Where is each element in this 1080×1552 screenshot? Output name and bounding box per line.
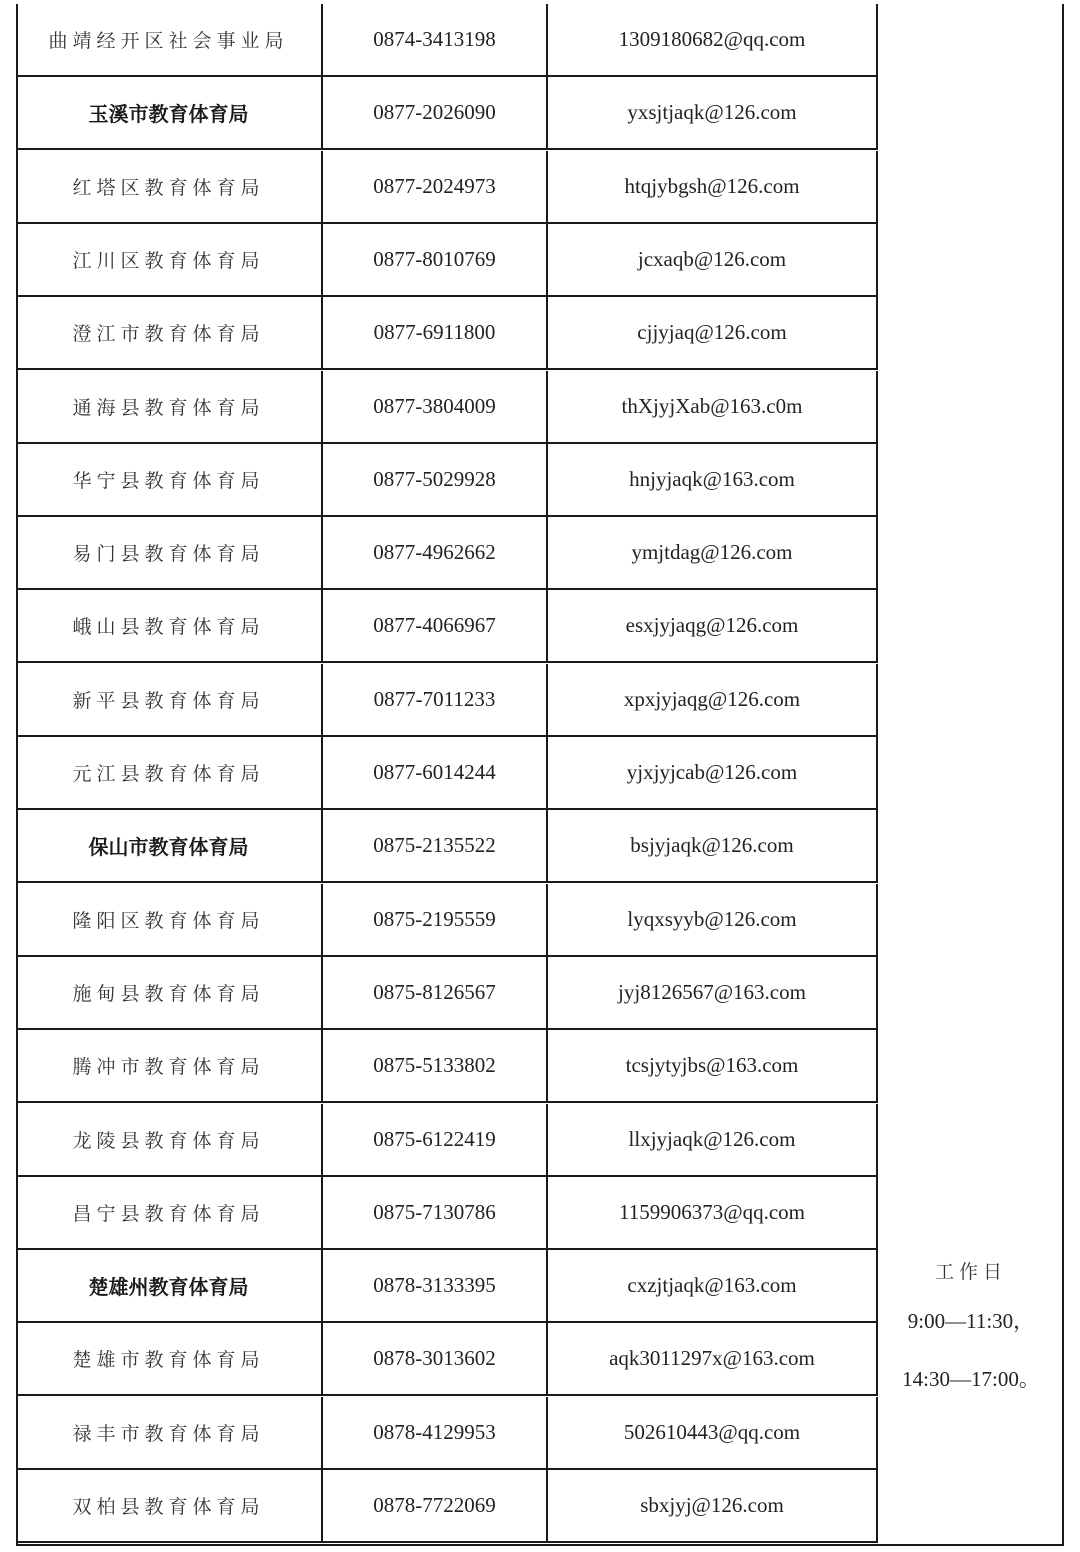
email-cell: esxjyjaqg@126.com bbox=[546, 590, 878, 661]
phone-cell: 0878-3013602 bbox=[321, 1323, 546, 1394]
email-cell: yxsjtjaqk@126.com bbox=[546, 77, 878, 148]
hours-morning: 9:00—11:30， bbox=[907, 1309, 1035, 1333]
table-row bbox=[18, 1323, 878, 1396]
agency-name-cell: 双柏县教育体育局 bbox=[72, 1496, 265, 1518]
phone-cell: 0877-2024973 bbox=[321, 151, 546, 222]
phone-cell: 0878-7722069 bbox=[321, 1470, 546, 1541]
table-row bbox=[18, 1177, 878, 1250]
email-cell: 1159906373@qq.com bbox=[546, 1177, 878, 1248]
table-row bbox=[18, 810, 878, 883]
email-cell: ymjtdag@126.com bbox=[546, 517, 878, 588]
email-cell: jcxaqb@126.com bbox=[546, 224, 878, 295]
phone-cell: 0877-7011233 bbox=[321, 664, 546, 735]
agency-name-cell: 保山市教育体育局 bbox=[88, 835, 249, 860]
agency-name-cell: 施甸县教育体育局 bbox=[72, 982, 265, 1005]
table-row bbox=[18, 957, 878, 1030]
agency-name-cell: 龙陵县教育体育局 bbox=[72, 1129, 265, 1152]
email-cell: cjjyjaq@126.com bbox=[546, 297, 878, 368]
agency-name-cell: 昌宁县教育体育局 bbox=[72, 1202, 265, 1225]
email-cell: 1309180682@qq.com bbox=[546, 4, 878, 75]
email-cell: 502610443@qq.com bbox=[546, 1397, 878, 1468]
table-bottom-border bbox=[18, 1544, 1062, 1546]
phone-cell: 0875-7130786 bbox=[321, 1177, 546, 1248]
table-row bbox=[18, 664, 878, 737]
phone-cell: 0875-2135522 bbox=[321, 810, 546, 881]
hours-title: 工作日 bbox=[934, 1261, 1007, 1283]
agency-name-cell: 华宁县教育体育局 bbox=[72, 469, 265, 492]
agency-name-cell: 腾冲市教育体育局 bbox=[72, 1056, 265, 1079]
table-row bbox=[18, 371, 878, 444]
table-row bbox=[18, 517, 878, 590]
phone-cell: 0877-3804009 bbox=[321, 371, 546, 442]
phone-cell: 0877-5029928 bbox=[321, 444, 546, 515]
table-row bbox=[18, 4, 878, 77]
phone-cell: 0875-6122419 bbox=[321, 1104, 546, 1175]
phone-cell: 0875-2195559 bbox=[321, 884, 546, 955]
phone-cell: 0877-6911800 bbox=[321, 297, 546, 368]
email-cell: sbxjyj@126.com bbox=[546, 1470, 878, 1541]
phone-cell: 0875-8126567 bbox=[321, 957, 546, 1028]
table-row bbox=[18, 297, 878, 370]
phone-cell: 0877-4066967 bbox=[321, 590, 546, 661]
table-row bbox=[18, 1397, 878, 1470]
table-row bbox=[18, 77, 878, 150]
email-cell: bsjyjaqk@126.com bbox=[546, 810, 878, 881]
table-row bbox=[18, 444, 878, 517]
agency-name-cell: 楚雄州教育体育局 bbox=[88, 1275, 249, 1300]
agency-name-cell: 峨山县教育体育局 bbox=[72, 616, 265, 639]
email-cell: xpxjyjaqg@126.com bbox=[546, 664, 878, 735]
table-row bbox=[18, 224, 878, 297]
table-row bbox=[18, 737, 878, 810]
table-row bbox=[18, 590, 878, 663]
phone-cell: 0877-8010769 bbox=[321, 224, 546, 295]
agency-name-cell: 楚雄市教育体育局 bbox=[72, 1349, 265, 1372]
agency-name-cell: 元江县教育体育局 bbox=[72, 763, 265, 785]
agency-name-cell: 曲靖经开区社会事业局 bbox=[48, 30, 289, 52]
table-row bbox=[18, 1250, 878, 1323]
email-cell: yjxjyjcab@126.com bbox=[546, 737, 878, 808]
email-cell: llxjyjaqk@126.com bbox=[546, 1104, 878, 1175]
table-row bbox=[18, 884, 878, 957]
agency-name-cell: 禄丰市教育体育局 bbox=[72, 1422, 265, 1445]
agency-name-cell: 澄江市教育体育局 bbox=[72, 323, 265, 346]
agency-name-cell: 红塔区教育体育局 bbox=[72, 176, 265, 199]
agency-name-cell: 易门县教育体育局 bbox=[72, 543, 265, 566]
email-cell: tcsjytyjbs@163.com bbox=[546, 1030, 878, 1101]
email-cell: thXjyjXab@163.c0m bbox=[546, 371, 878, 442]
table-row bbox=[18, 1470, 878, 1543]
phone-cell: 0875-5133802 bbox=[321, 1030, 546, 1101]
email-cell: aqk3011297x@163.com bbox=[546, 1323, 878, 1394]
agency-name-cell: 新平县教育体育局 bbox=[72, 689, 265, 712]
contact-table bbox=[16, 4, 1064, 1546]
phone-cell: 0877-4962662 bbox=[321, 517, 546, 588]
office-hours bbox=[880, 1252, 1062, 1408]
phone-cell: 0878-4129953 bbox=[321, 1397, 546, 1468]
phone-cell: 0878-3133395 bbox=[321, 1250, 546, 1321]
email-cell: jyj8126567@163.com bbox=[546, 957, 878, 1028]
phone-cell: 0877-2026090 bbox=[321, 77, 546, 148]
hours-afternoon: 14:30—17:00。 bbox=[902, 1367, 1040, 1391]
agency-name-cell: 玉溪市教育体育局 bbox=[88, 102, 249, 127]
email-cell: htqjybgsh@126.com bbox=[546, 151, 878, 222]
email-cell: cxzjtjaqk@163.com bbox=[546, 1250, 878, 1321]
agency-name-cell: 江川区教育体育局 bbox=[72, 249, 265, 272]
table-row bbox=[18, 1030, 878, 1103]
phone-cell: 0874-3413198 bbox=[321, 4, 546, 75]
agency-name-cell: 通海县教育体育局 bbox=[72, 396, 265, 419]
table-row bbox=[18, 1104, 878, 1177]
email-cell: lyqxsyyb@126.com bbox=[546, 884, 878, 955]
email-cell: hnjyjaqk@163.com bbox=[546, 444, 878, 515]
agency-name-cell: 隆阳区教育体育局 bbox=[72, 909, 265, 932]
table-row bbox=[18, 151, 878, 224]
phone-cell: 0877-6014244 bbox=[321, 737, 546, 808]
